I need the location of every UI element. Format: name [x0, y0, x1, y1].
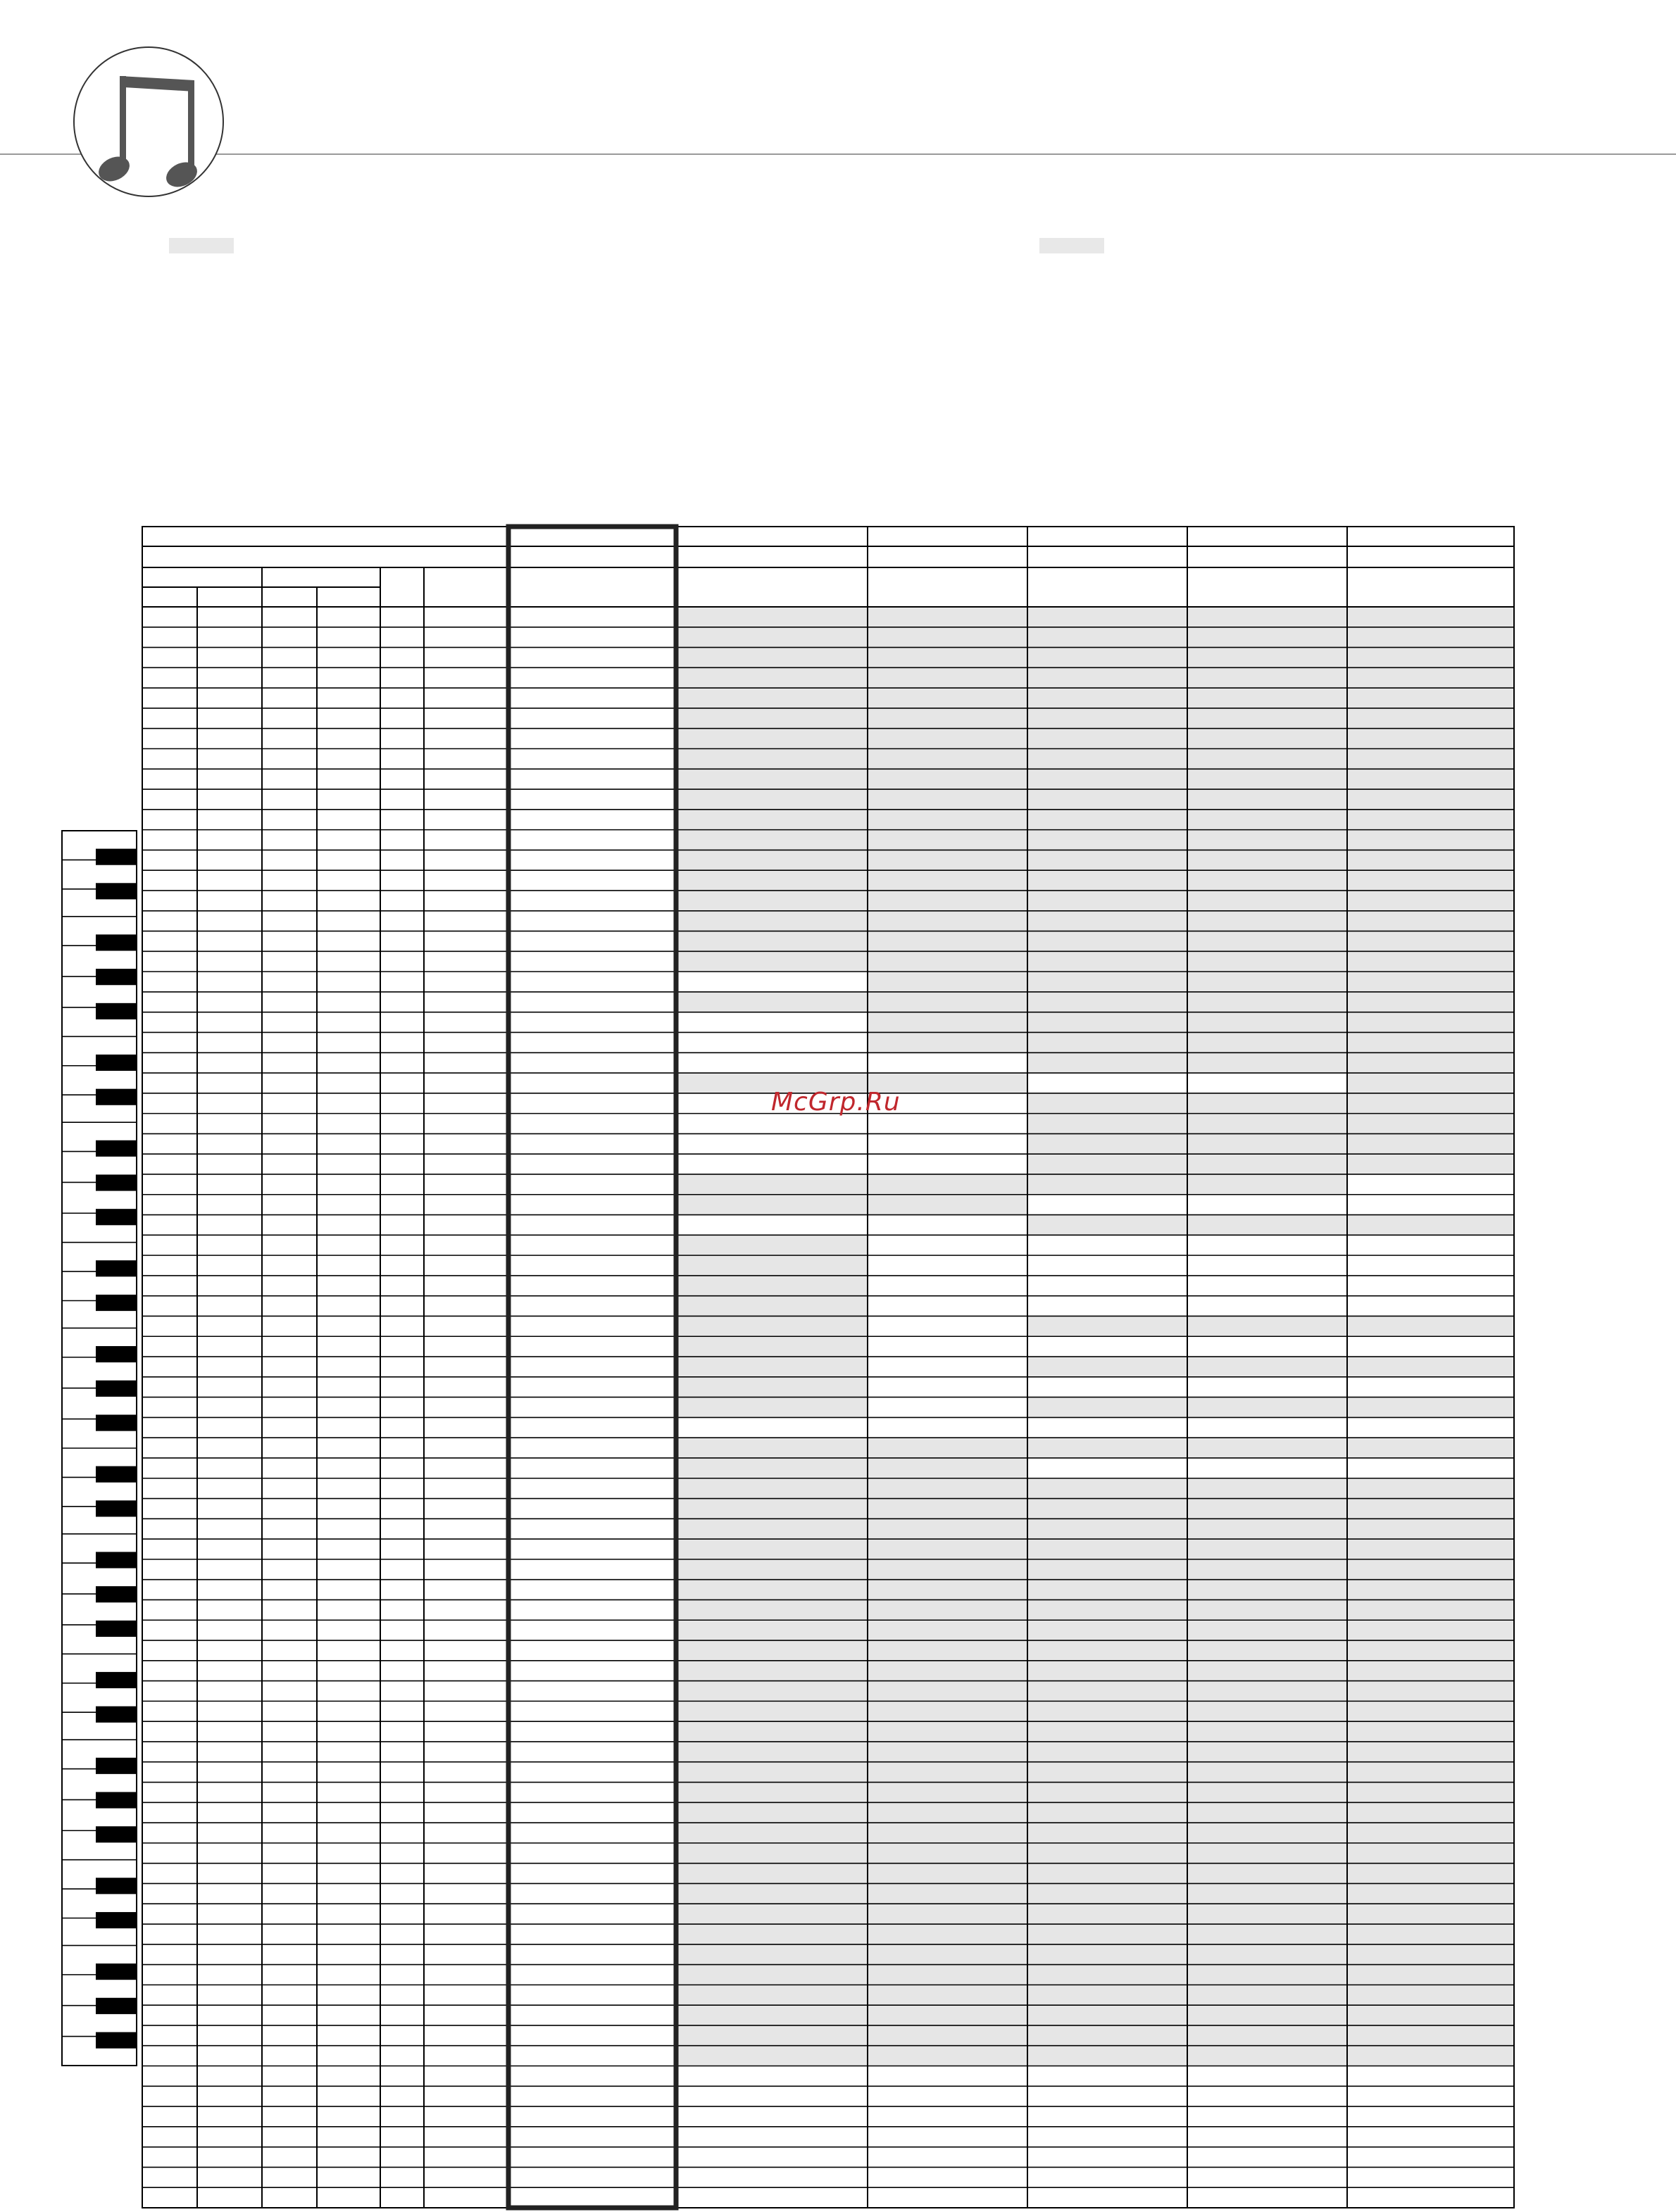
black-key	[96, 1878, 137, 1894]
shaded-cell-block	[1347, 1438, 1514, 1458]
black-key	[96, 1707, 137, 1723]
black-key	[96, 1826, 137, 1842]
shaded-cell-block	[1187, 1397, 1347, 1418]
black-key	[96, 934, 137, 950]
shaded-cell-block	[1187, 1093, 1347, 1195]
black-key	[96, 1912, 137, 1928]
black-key	[96, 1295, 137, 1311]
black-key	[96, 1792, 137, 1808]
shaded-cell-block	[1347, 1478, 1514, 2066]
black-key	[96, 1552, 137, 1568]
black-key	[96, 1963, 137, 1980]
shaded-cell-block	[1347, 1357, 1514, 1377]
black-key	[96, 1346, 137, 1362]
black-key	[96, 1381, 137, 1397]
black-key	[96, 1209, 137, 1225]
shaded-cell-block	[1347, 1215, 1514, 1236]
shaded-cell-block	[1027, 1316, 1187, 1336]
black-key	[96, 1140, 137, 1157]
shaded-cell-block	[677, 607, 868, 951]
black-key	[96, 2032, 137, 2048]
shaded-cell-block	[1347, 1397, 1514, 1418]
shaded-cell-block	[677, 1235, 868, 1417]
black-key	[96, 1998, 137, 2014]
shaded-cell-block	[1027, 1357, 1187, 1377]
black-key	[96, 883, 137, 899]
shaded-cell-block	[677, 1438, 868, 2066]
watermark: McGrp.Ru	[771, 1088, 901, 1117]
shaded-cell-block	[1187, 1438, 1347, 1458]
shaded-cell-block	[1027, 1478, 1187, 2066]
black-key	[96, 969, 137, 985]
shaded-cell-block	[677, 951, 868, 972]
shaded-cell-block	[1187, 1215, 1347, 1236]
shaded-cell-block	[1187, 607, 1347, 1073]
black-key	[96, 1003, 137, 1019]
black-key	[96, 1055, 137, 1071]
shaded-cell-block	[1187, 1478, 1347, 2066]
shaded-cell-block	[1027, 607, 1187, 1073]
shaded-cell-block	[1187, 1357, 1347, 1377]
black-key	[96, 1621, 137, 1637]
keyboard-strip	[62, 831, 137, 2066]
black-key	[96, 1586, 137, 1602]
shaded-cell-block	[1187, 1316, 1347, 1336]
black-key	[96, 1466, 137, 1483]
black-key	[96, 1089, 137, 1105]
black-key	[96, 1758, 137, 1774]
shaded-cell-block	[1027, 1438, 1187, 1458]
black-key	[96, 1174, 137, 1190]
emphasized-kit-column	[508, 527, 676, 2208]
black-key	[96, 1260, 137, 1276]
shaded-cell-block	[677, 992, 868, 1012]
black-key	[96, 1500, 137, 1516]
shaded-cell-block	[868, 1438, 1027, 2066]
shaded-cell-block	[1027, 1397, 1187, 1418]
black-key	[96, 1672, 137, 1688]
black-key	[96, 849, 137, 865]
shaded-cell-block	[1027, 1093, 1187, 1195]
shaded-cell-block	[1027, 1215, 1187, 1236]
black-key	[96, 1414, 137, 1431]
shaded-cell-block	[1347, 1316, 1514, 1336]
